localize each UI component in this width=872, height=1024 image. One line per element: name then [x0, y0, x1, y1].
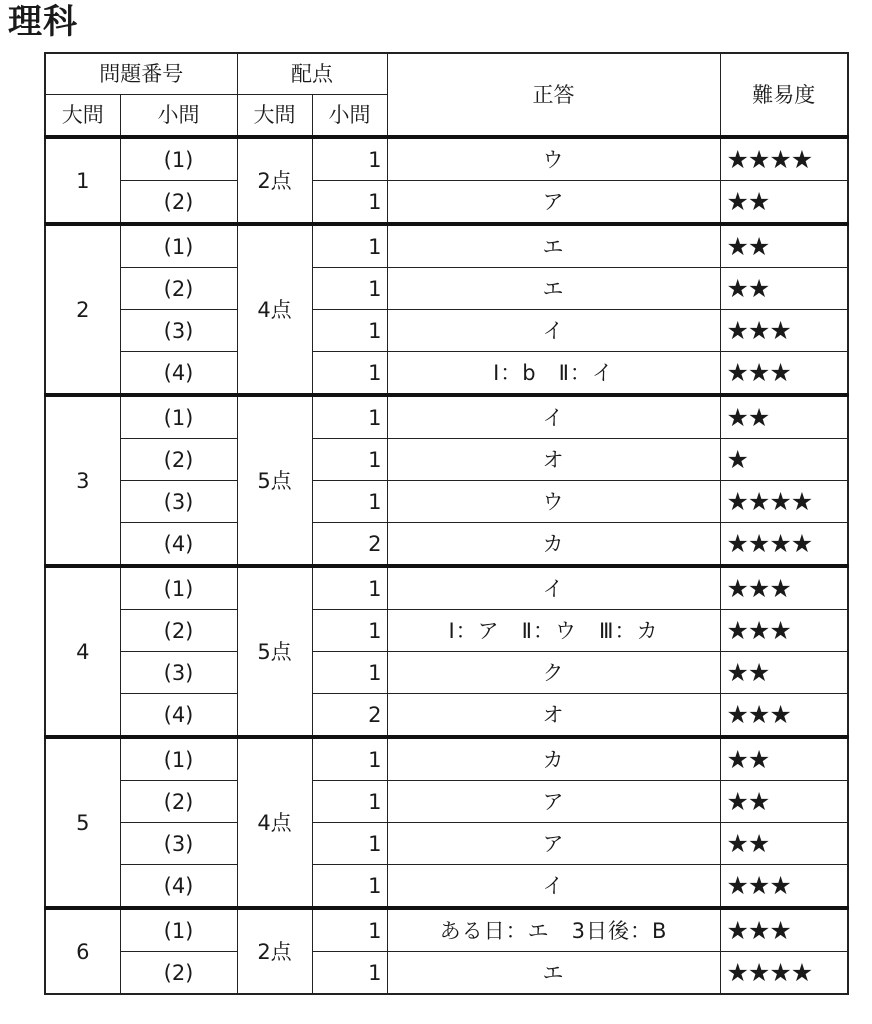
item-points-cell: 1	[312, 310, 387, 352]
header-small-question: 小問	[120, 95, 237, 138]
table-row	[45, 737, 848, 781]
answer-cell: イ	[387, 395, 720, 439]
group-points-cell: 2点	[237, 137, 312, 224]
page-title: 理科	[8, 2, 78, 42]
small-question-cell: (2)	[120, 268, 237, 310]
small-question-cell: (2)	[120, 181, 237, 225]
item-points-cell: 1	[312, 395, 387, 439]
difficulty-stars: ★★★	[720, 908, 848, 952]
answer-cell: ア	[387, 181, 720, 225]
table-row	[45, 610, 848, 652]
header-question-no: 問題番号	[45, 53, 237, 95]
table-row	[45, 224, 848, 268]
big-question-cell: 4	[45, 566, 120, 737]
difficulty-stars: ★★★	[720, 865, 848, 909]
difficulty-stars: ★★★★	[720, 523, 848, 567]
small-question-cell: (1)	[120, 908, 237, 952]
difficulty-stars: ★★	[720, 181, 848, 225]
header-answer: 正答	[387, 53, 720, 137]
table-row	[45, 823, 848, 865]
table-row	[45, 781, 848, 823]
small-question-cell: (4)	[120, 694, 237, 738]
difficulty-stars: ★★★	[720, 610, 848, 652]
difficulty-stars: ★★	[720, 224, 848, 268]
difficulty-stars: ★★★	[720, 566, 848, 610]
answer-cell: ある日：エ 3日後：B	[387, 908, 720, 952]
table-row	[45, 652, 848, 694]
small-question-cell: (1)	[120, 566, 237, 610]
group-points-cell: 5点	[237, 395, 312, 566]
answer-cell: ウ	[387, 137, 720, 181]
group-points-cell: 4点	[237, 737, 312, 908]
small-question-cell: (2)	[120, 439, 237, 481]
table-row	[45, 181, 848, 225]
answer-cell: エ	[387, 952, 720, 995]
table-row	[45, 268, 848, 310]
difficulty-stars: ★★★	[720, 310, 848, 352]
item-points-cell: 1	[312, 352, 387, 396]
big-question-cell: 2	[45, 224, 120, 395]
table-row	[45, 481, 848, 523]
header-small-points: 小問	[312, 95, 387, 138]
difficulty-stars: ★★★★	[720, 481, 848, 523]
header-row-1	[45, 53, 848, 95]
table-row	[45, 566, 848, 610]
item-points-cell: 1	[312, 781, 387, 823]
table-row	[45, 694, 848, 738]
answer-cell: オ	[387, 439, 720, 481]
difficulty-stars: ★★	[720, 652, 848, 694]
answer-cell: カ	[387, 523, 720, 567]
group-points-cell: 4点	[237, 224, 312, 395]
answer-cell: ア	[387, 781, 720, 823]
answer-cell: Ⅰ：b Ⅱ：イ	[387, 352, 720, 396]
answer-cell: ウ	[387, 481, 720, 523]
table-row	[45, 395, 848, 439]
header-big-points: 大問	[237, 95, 312, 138]
answer-cell: イ	[387, 865, 720, 909]
difficulty-stars: ★★★★	[720, 137, 848, 181]
header-difficulty: 難易度	[720, 53, 848, 137]
small-question-cell: (1)	[120, 395, 237, 439]
item-points-cell: 1	[312, 481, 387, 523]
item-points-cell: 1	[312, 652, 387, 694]
item-points-cell: 1	[312, 610, 387, 652]
difficulty-stars: ★★★	[720, 352, 848, 396]
table-row	[45, 523, 848, 567]
table-row	[45, 310, 848, 352]
small-question-cell: (3)	[120, 823, 237, 865]
table-row	[45, 908, 848, 952]
difficulty-stars: ★★★	[720, 694, 848, 738]
small-question-cell: (3)	[120, 310, 237, 352]
item-points-cell: 1	[312, 268, 387, 310]
small-question-cell: (3)	[120, 481, 237, 523]
item-points-cell: 1	[312, 823, 387, 865]
item-points-cell: 1	[312, 566, 387, 610]
answer-cell: イ	[387, 566, 720, 610]
group-points-cell: 5点	[237, 566, 312, 737]
difficulty-stars: ★	[720, 439, 848, 481]
header-points: 配点	[237, 53, 387, 95]
small-question-cell: (4)	[120, 352, 237, 396]
table-row	[45, 439, 848, 481]
answer-cell: ク	[387, 652, 720, 694]
small-question-cell: (2)	[120, 781, 237, 823]
big-question-cell: 5	[45, 737, 120, 908]
item-points-cell: 2	[312, 523, 387, 567]
difficulty-stars: ★★	[720, 395, 848, 439]
difficulty-stars: ★★	[720, 737, 848, 781]
answer-cell: オ	[387, 694, 720, 738]
table-row	[45, 352, 848, 396]
group-points-cell: 2点	[237, 908, 312, 994]
table-row	[45, 865, 848, 909]
difficulty-stars: ★★	[720, 268, 848, 310]
item-points-cell: 1	[312, 952, 387, 995]
item-points-cell: 1	[312, 865, 387, 909]
item-points-cell: 1	[312, 439, 387, 481]
small-question-cell: (3)	[120, 652, 237, 694]
small-question-cell: (1)	[120, 224, 237, 268]
big-question-cell: 1	[45, 137, 120, 224]
big-question-cell: 3	[45, 395, 120, 566]
answer-cell: カ	[387, 737, 720, 781]
difficulty-stars: ★★	[720, 781, 848, 823]
small-question-cell: (1)	[120, 737, 237, 781]
small-question-cell: (2)	[120, 952, 237, 995]
answer-cell: イ	[387, 310, 720, 352]
small-question-cell: (4)	[120, 523, 237, 567]
answer-cell: エ	[387, 268, 720, 310]
item-points-cell: 1	[312, 137, 387, 181]
difficulty-stars: ★★	[720, 823, 848, 865]
answer-cell: Ⅰ：ア Ⅱ：ウ Ⅲ：カ	[387, 610, 720, 652]
big-question-cell: 6	[45, 908, 120, 994]
answer-table	[44, 52, 849, 995]
table-row	[45, 137, 848, 181]
header-big-question: 大問	[45, 95, 120, 138]
item-points-cell: 1	[312, 908, 387, 952]
item-points-cell: 1	[312, 224, 387, 268]
answer-cell: エ	[387, 224, 720, 268]
small-question-cell: (1)	[120, 137, 237, 181]
answer-cell: ア	[387, 823, 720, 865]
small-question-cell: (4)	[120, 865, 237, 909]
item-points-cell: 2	[312, 694, 387, 738]
item-points-cell: 1	[312, 737, 387, 781]
difficulty-stars: ★★★★	[720, 952, 848, 995]
small-question-cell: (2)	[120, 610, 237, 652]
item-points-cell: 1	[312, 181, 387, 225]
table-row	[45, 952, 848, 995]
